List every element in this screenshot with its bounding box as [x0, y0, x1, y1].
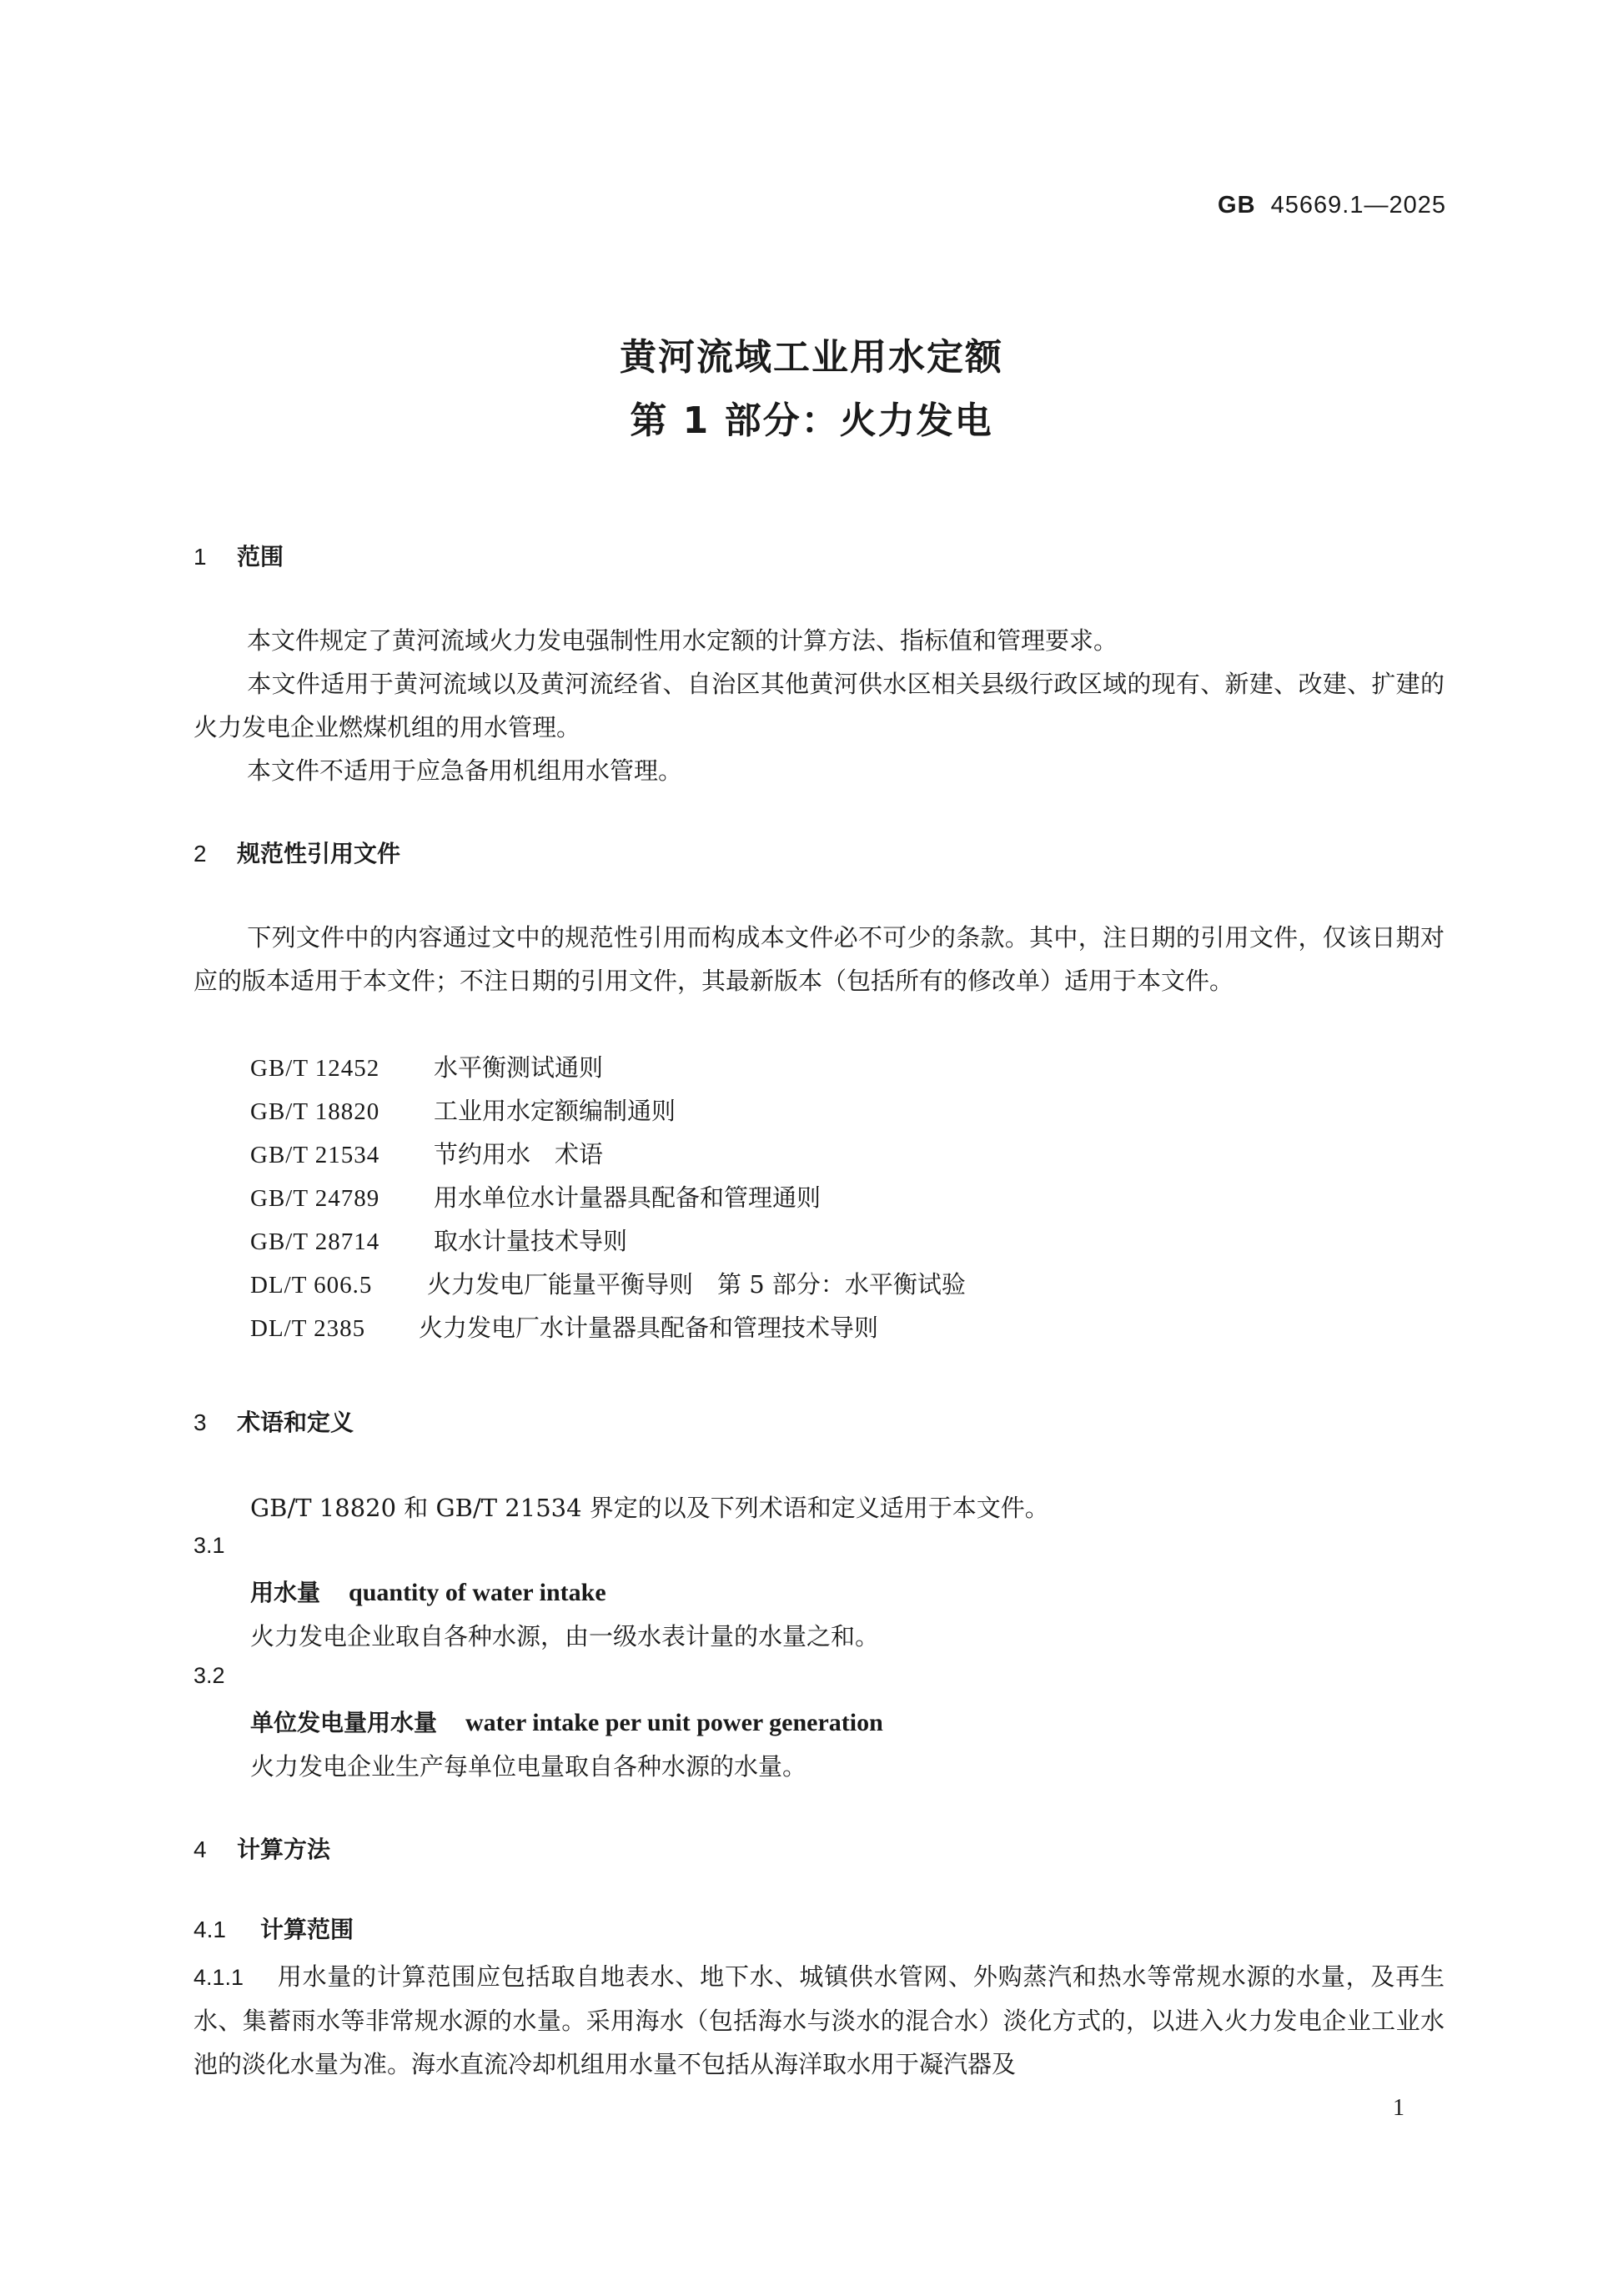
section-number: 1: [193, 544, 207, 570]
document-title-line2: 第 1 部分：火力发电: [630, 399, 993, 442]
standard-code: [1218, 192, 1446, 219]
standard-number: 45669.1—2025: [1270, 192, 1446, 219]
section-1-paragraph-3: 本文件不适用于应急备用机组用水管理。: [247, 756, 683, 785]
section-2-intro: 下列文件中的内容通过文中的规范性引用而构成本文件必不可少的条款。其中，注日期的引用文件，仅该日期对应的版本适用于本文件；不注日期的引用文件，其最新版本（包括所有的修改单）适用于本文件。: [193, 923, 1445, 995]
section-1-paragraph-1: 本文件规定了黄河流域火力发电强制性用水定额的计算方法、指标值和管理要求。: [247, 626, 1118, 655]
section-2-heading: [193, 836, 400, 869]
section-1-heading: [193, 539, 284, 572]
clause-number: 4.1.1: [193, 1965, 244, 1990]
term-definition: 火力发电企业取自各种水源，由一级水表计量的水量之和。: [250, 1622, 880, 1650]
page-number: 1: [1393, 2095, 1404, 2121]
section-number: 4: [193, 1836, 207, 1862]
subsection-number: 4.1: [193, 1917, 226, 1942]
term-number: 3.1: [193, 1533, 225, 1558]
subsection-4-1-heading: [193, 1912, 354, 1945]
term-number: 3.2: [193, 1663, 225, 1688]
reference-item: GB/T 12452 水平衡测试通则: [250, 1053, 604, 1082]
term-heading: 用水量 quantity of water intake: [250, 1579, 606, 1606]
section-title: 术语和定义: [237, 1409, 354, 1436]
document-title-line1: 黄河流域工业用水定额: [620, 336, 1003, 379]
term-definition: 火力发电企业生产每单位电量取自各种水源的水量。: [250, 1752, 807, 1781]
section-number: 3: [193, 1409, 207, 1435]
section-title: 范围: [237, 543, 284, 570]
section-4-heading: [193, 1831, 330, 1865]
section-title: 计算方法: [237, 1836, 331, 1863]
section-3-heading: [193, 1404, 354, 1438]
reference-item: DL/T 2385 火力发电厂水计量器具配备和管理技术导则: [250, 1314, 879, 1342]
section-1-paragraph-2: 本文件适用于黄河流域以及黄河流经省、自治区其他黄河供水区相关县级行政区域的现有、新建、改建、扩建的火力发电企业燃煤机组的用水管理。: [193, 670, 1445, 741]
section-3-intro: GB/T 18820 和 GB/T 21534 界定的以及下列术语和定义适用于本文件。: [250, 1494, 1049, 1522]
reference-item: DL/T 606.5 火力发电厂能量平衡导则 第 5 部分：水平衡试验: [250, 1270, 966, 1299]
clause-text: 用水量的计算范围应包括取自地表水、地下水、城镇供水管网、外购蒸汽和热水等常规水源的水量，及再生水、集蓄雨水等非常规水源的水量。采用海水（包括海水与淡水的混合水）淡化方式的，以进入火力发电企业工业水池的淡化水量为准。海水直流冷却机组用水量不包括从海洋取水用于凝汽器及: [193, 1962, 1445, 2078]
standard-prefix: GB: [1218, 192, 1256, 219]
reference-item: GB/T 18820 工业用水定额编制通则: [250, 1097, 676, 1125]
section-number: 2: [193, 841, 207, 867]
subsection-title: 计算范围: [260, 1916, 354, 1943]
term-heading: 单位发电量用水量 water intake per unit power generation: [250, 1709, 883, 1736]
clause-4-1-1: [193, 1955, 1445, 2086]
reference-item: GB/T 24789 用水单位水计量器具配备和管理通则: [250, 1183, 822, 1212]
section-title: 规范性引用文件: [237, 840, 401, 867]
reference-item: GB/T 21534 节约用水 术语: [250, 1140, 604, 1168]
reference-item: GB/T 28714 取水计量技术导则: [250, 1227, 628, 1255]
